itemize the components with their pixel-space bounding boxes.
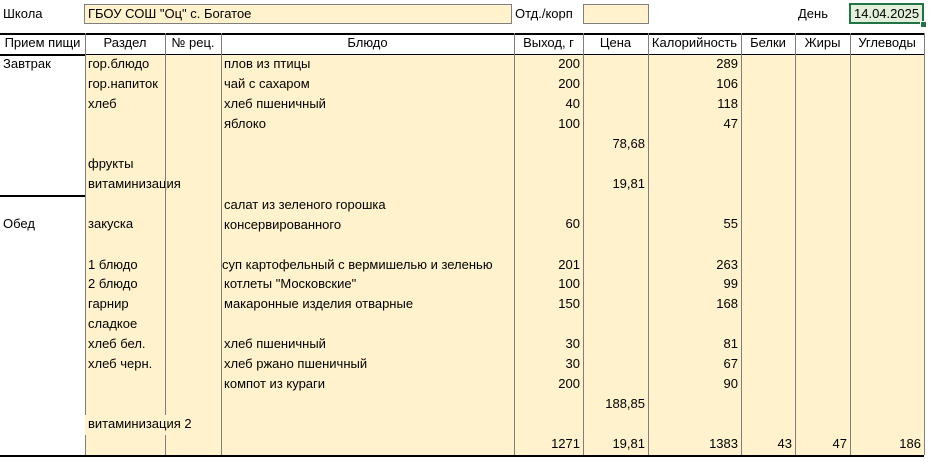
cell-kcal[interactable]: 47 (648, 115, 741, 135)
cell-dish[interactable] (221, 155, 514, 175)
cell-fat[interactable] (795, 95, 850, 115)
cell-out[interactable]: 200 (514, 55, 583, 75)
cell-recipe[interactable] (165, 115, 221, 135)
cell-carb[interactable] (850, 415, 924, 435)
cell-kcal[interactable] (648, 315, 741, 335)
cell-out[interactable] (514, 135, 583, 155)
cell-price[interactable] (583, 155, 648, 175)
cell-out[interactable] (514, 315, 583, 335)
cell-recipe[interactable] (165, 275, 221, 295)
cell-prot[interactable] (741, 155, 795, 175)
cell-recipe[interactable] (165, 75, 221, 95)
cell-kcal[interactable]: 67 (648, 355, 741, 375)
cell-prot[interactable] (741, 335, 795, 355)
cell-out[interactable]: 40 (514, 95, 583, 115)
cell-prot[interactable] (741, 275, 795, 295)
cell-section[interactable]: хлеб (85, 95, 165, 115)
cell-dish[interactable]: котлеты "Московские" (221, 275, 514, 295)
cell-price[interactable] (583, 295, 648, 315)
cell-dish[interactable] (221, 415, 514, 435)
column-header: Цена (599, 35, 632, 50)
total-kcal[interactable]: 1383 (648, 435, 741, 455)
cell-price[interactable]: 188,85 (583, 395, 648, 415)
cell-section[interactable]: витаминизация 2 (85, 415, 221, 435)
cell-dish[interactable]: хлеб пшеничный (221, 95, 514, 115)
cell-price[interactable] (583, 95, 648, 115)
day-label: День (798, 6, 828, 21)
cell-out[interactable] (514, 155, 583, 175)
column-header: Калорийность (651, 35, 738, 50)
cell-section[interactable]: витаминизация (85, 175, 221, 195)
cell-kcal[interactable]: 55 (648, 195, 741, 235)
column-header: Прием пищи (4, 35, 81, 50)
column-header: Жиры (804, 35, 841, 50)
cell-prot[interactable] (741, 315, 795, 335)
column-divider (514, 33, 515, 455)
cell-carb[interactable] (850, 95, 924, 115)
column-divider (850, 33, 851, 455)
cell-out[interactable]: 30 (514, 335, 583, 355)
cell-dish[interactable] (221, 135, 514, 155)
table-bottom-border (0, 455, 924, 457)
cell-dish[interactable]: хлеб пшеничный (221, 335, 514, 355)
cell-dish[interactable]: чай с сахаром (221, 75, 514, 95)
cell-recipe[interactable] (165, 295, 221, 315)
cell-dish[interactable]: компот из кураги (221, 375, 514, 395)
cell-recipe[interactable] (165, 335, 221, 355)
cell-dish[interactable]: хлеб ржано пшеничный (221, 355, 514, 375)
cell-prot[interactable] (741, 235, 795, 275)
cell-fat[interactable] (795, 155, 850, 175)
cell-prot[interactable] (741, 115, 795, 135)
cell-price[interactable] (583, 335, 648, 355)
cell-kcal[interactable]: 90 (648, 375, 741, 395)
cell-price[interactable] (583, 195, 648, 235)
cell-section[interactable]: 1 блюдо (85, 235, 165, 275)
cell-section[interactable] (85, 115, 165, 135)
cell-fat[interactable] (795, 75, 850, 95)
total-prot[interactable]: 43 (741, 435, 795, 455)
cell-price[interactable] (583, 415, 648, 435)
cell-carb[interactable] (850, 335, 924, 355)
cell-recipe[interactable] (165, 315, 221, 335)
cell-kcal[interactable] (648, 415, 741, 435)
cell-section[interactable]: 2 блюдо (85, 275, 165, 295)
column-divider (741, 33, 742, 455)
column-header: Блюдо (347, 35, 388, 50)
cell-fat[interactable] (795, 175, 850, 195)
table-top-border (0, 33, 924, 35)
cell-fat[interactable] (795, 295, 850, 315)
meal-lunch[interactable]: Обед (3, 216, 35, 231)
total-price[interactable]: 19,81 (583, 435, 648, 455)
total-carb[interactable]: 186 (850, 435, 924, 455)
cell-dish[interactable]: суп картофельный с вермишелью и зеленью (221, 235, 514, 275)
cell-carb[interactable] (850, 395, 924, 415)
cell-fat[interactable] (795, 115, 850, 135)
column-divider (795, 33, 796, 455)
cell-section[interactable] (85, 435, 165, 455)
cell-section[interactable]: закуска (85, 195, 165, 235)
cell-carb[interactable] (850, 375, 924, 395)
cell-kcal[interactable]: 81 (648, 335, 741, 355)
cell-recipe[interactable] (165, 135, 221, 155)
dish-line-2: консервированного (224, 217, 342, 232)
cell-fat[interactable] (795, 355, 850, 375)
cell-carb[interactable] (850, 75, 924, 95)
cell-price[interactable] (583, 75, 648, 95)
cell-dish[interactable] (221, 315, 514, 335)
school-label: Школа (3, 6, 43, 21)
cell-recipe[interactable] (165, 155, 221, 175)
cell-section[interactable]: фрукты (85, 155, 165, 175)
cell-section[interactable]: сладкое (85, 315, 165, 335)
cell-fat[interactable] (795, 395, 850, 415)
total-fat[interactable]: 47 (795, 435, 850, 455)
cell-section[interactable]: хлеб черн. (85, 355, 165, 375)
cell-out[interactable]: 60 (514, 195, 583, 235)
cell-dish[interactable] (221, 435, 514, 455)
cell-prot[interactable] (741, 95, 795, 115)
cell-kcal[interactable]: 168 (648, 295, 741, 315)
column-divider (165, 33, 166, 455)
cell-prot[interactable] (741, 195, 795, 235)
cell-price[interactable] (583, 115, 648, 135)
cell-prot[interactable] (741, 375, 795, 395)
column-header: № рец. (171, 35, 215, 50)
cell-price[interactable] (583, 315, 648, 335)
meal-breakfast[interactable]: Завтрак (3, 56, 51, 71)
cell-fat[interactable] (795, 135, 850, 155)
cell-carb[interactable] (850, 295, 924, 315)
cell-carb[interactable] (850, 135, 924, 155)
cell-out[interactable]: 201 (514, 235, 583, 275)
column-header: Белки (750, 35, 786, 50)
cell-dish[interactable]: плов из птицы (221, 55, 514, 75)
cell-kcal[interactable] (648, 175, 741, 195)
cell-price[interactable]: 78,68 (583, 135, 648, 155)
cell-prot[interactable] (741, 355, 795, 375)
cell-kcal[interactable] (648, 135, 741, 155)
cell-dish[interactable] (221, 175, 514, 195)
cell-carb[interactable] (850, 355, 924, 375)
column-header: Раздел (103, 35, 147, 50)
cell-carb[interactable] (850, 155, 924, 175)
cell-carb[interactable] (850, 175, 924, 195)
cell-prot[interactable] (741, 415, 795, 435)
cell-kcal[interactable]: 263 (648, 235, 741, 275)
column-header: Выход, г (523, 35, 574, 50)
cell-dish[interactable]: макаронные изделия отварные (221, 295, 514, 315)
cell-fat[interactable] (795, 415, 850, 435)
cell-price[interactable] (583, 275, 648, 295)
fill-handle[interactable] (920, 21, 927, 28)
cell-out[interactable]: 100 (514, 115, 583, 135)
cell-price[interactable] (583, 235, 648, 275)
dish-line-1: салат из зеленого горошка (224, 197, 386, 212)
cell-recipe[interactable] (165, 55, 221, 75)
cell-carb[interactable] (850, 315, 924, 335)
cell-recipe[interactable] (165, 435, 221, 455)
cell-prot[interactable] (741, 55, 795, 75)
cell-fat[interactable] (795, 335, 850, 355)
dept-label: Отд./корп (515, 6, 573, 21)
cell-out[interactable]: 150 (514, 295, 583, 315)
cell-out[interactable] (514, 415, 583, 435)
cell-section[interactable] (85, 135, 165, 155)
school-value[interactable]: ГБОУ СОШ "Оц" с. Богатое (84, 4, 512, 24)
cell-fat[interactable] (795, 275, 850, 295)
cell-prot[interactable] (741, 395, 795, 415)
cell-dish[interactable] (221, 395, 514, 415)
cell-carb[interactable] (850, 55, 924, 75)
cell-prot[interactable] (741, 135, 795, 155)
cell-section[interactable] (85, 375, 165, 395)
cell-prot[interactable] (741, 75, 795, 95)
cell-out[interactable]: 30 (514, 355, 583, 375)
cell-fat[interactable] (795, 235, 850, 275)
day-value[interactable]: 14.04.2025 (849, 3, 924, 24)
cell-fat[interactable] (795, 55, 850, 75)
cell-carb[interactable] (850, 115, 924, 135)
cell-price[interactable]: 19,81 (583, 175, 648, 195)
cell-section[interactable]: хлеб бел. (85, 335, 165, 355)
cell-kcal[interactable]: 106 (648, 75, 741, 95)
dept-value[interactable] (583, 4, 649, 24)
cell-out[interactable]: 100 (514, 275, 583, 295)
cell-prot[interactable] (741, 295, 795, 315)
cell-kcal[interactable]: 118 (648, 95, 741, 115)
cell-carb[interactable] (850, 235, 924, 275)
cell-section[interactable] (85, 395, 165, 415)
cell-fat[interactable] (795, 375, 850, 395)
column-divider (924, 33, 925, 455)
cell-section[interactable]: гарнир (85, 295, 165, 315)
cell-dish[interactable]: яблоко (221, 115, 514, 135)
cell-recipe[interactable] (165, 395, 221, 415)
column-header: Углеводы (858, 35, 916, 50)
column-divider (221, 33, 222, 455)
cell-carb[interactable] (850, 275, 924, 295)
cell-out[interactable] (514, 395, 583, 415)
cell-price[interactable] (583, 355, 648, 375)
cell-out[interactable]: 200 (514, 375, 583, 395)
cell-kcal[interactable] (648, 155, 741, 175)
cell-recipe[interactable] (165, 375, 221, 395)
cell-kcal[interactable] (648, 395, 741, 415)
cell-out[interactable]: 200 (514, 75, 583, 95)
cell-recipe[interactable] (165, 235, 221, 275)
column-divider (85, 33, 86, 455)
cell-fat[interactable] (795, 195, 850, 235)
column-divider (583, 33, 584, 455)
cell-carb[interactable] (850, 195, 924, 235)
total-out[interactable]: 1271 (514, 435, 583, 455)
cell-recipe[interactable] (165, 195, 221, 235)
cell-out[interactable] (514, 175, 583, 195)
cell-prot[interactable] (741, 175, 795, 195)
cell-section[interactable]: гор.блюдо (85, 55, 165, 75)
cell-price[interactable] (583, 375, 648, 395)
cell-fat[interactable] (795, 315, 850, 335)
cell-price[interactable] (583, 55, 648, 75)
column-divider (648, 33, 649, 455)
cell-dish[interactable] (221, 195, 514, 235)
cell-recipe[interactable] (165, 95, 221, 115)
cell-recipe[interactable] (165, 355, 221, 375)
cell-kcal[interactable]: 99 (648, 275, 741, 295)
cell-section[interactable]: гор.напиток (85, 75, 165, 95)
cell-kcal[interactable]: 289 (648, 55, 741, 75)
